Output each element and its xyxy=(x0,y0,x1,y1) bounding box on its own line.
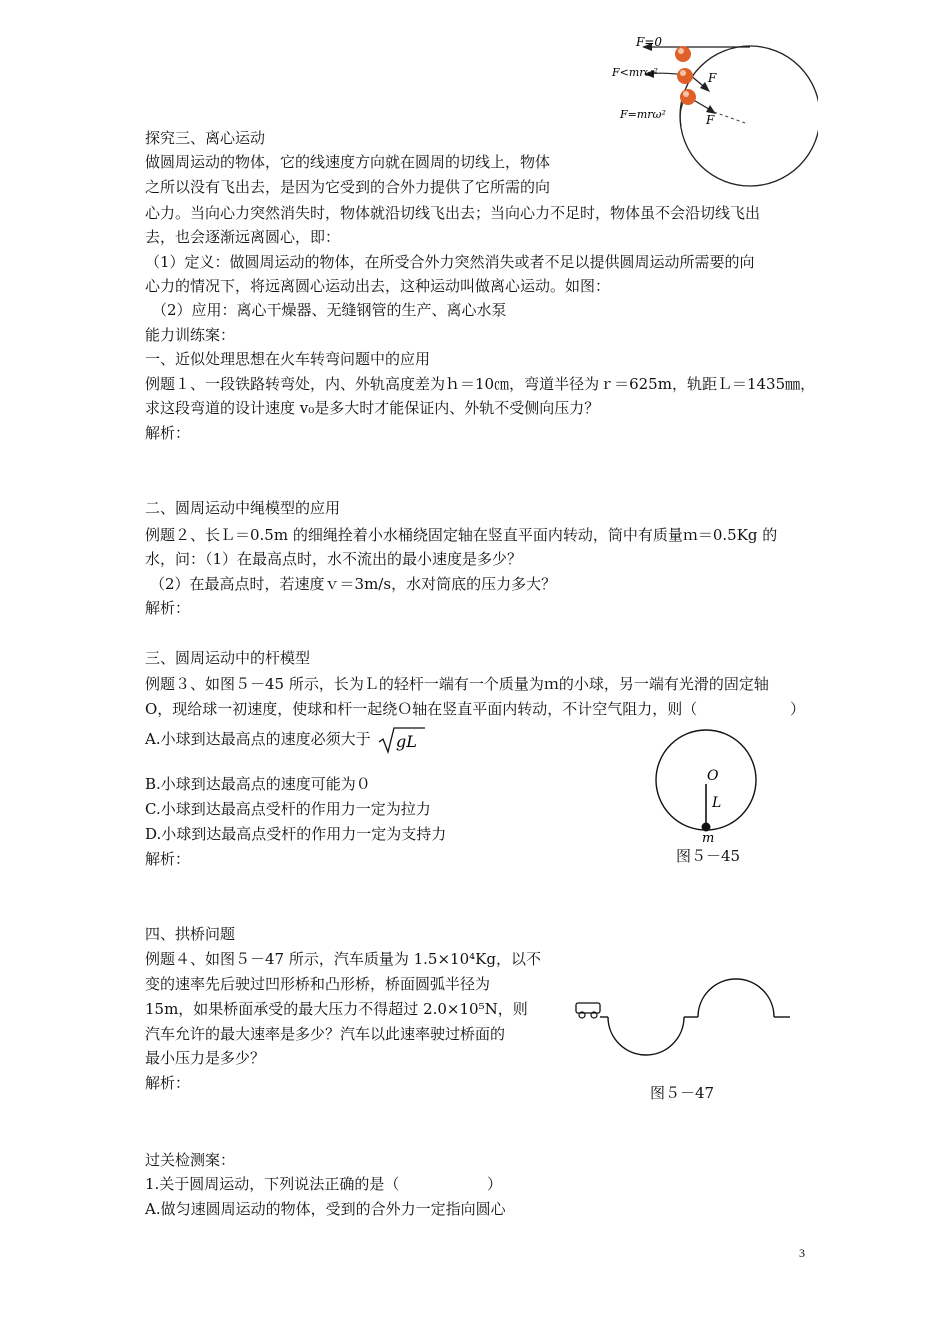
page-number: 3 xyxy=(799,1246,805,1260)
example-4-line: 汽车允许的最大速率是多少？汽车以此速率驶过桥面的 xyxy=(145,1025,506,1043)
training-heading: 能力训练案： xyxy=(145,326,236,344)
sqrt-content: gL xyxy=(396,732,418,751)
paragraph-line: 心力。当向心力突然消失时，物体就沿切线飞出去；当向心力不足时，物体虽不会沿切线飞出 xyxy=(145,204,761,222)
section-heading-centrifugal: 探究三、离心运动 xyxy=(145,129,266,147)
question-1-close-paren: ） xyxy=(487,1175,503,1193)
label-f-1: F xyxy=(708,71,717,85)
figure-caption-547: 图５－47 xyxy=(650,1084,715,1102)
example-2-line: 水，问：（1）在最高点时，水不流出的最小速度是多少？ xyxy=(145,550,523,568)
figure-caption-545: 图５－45 xyxy=(676,847,741,865)
rod-circle-figure xyxy=(648,728,764,844)
answer-label: 解析： xyxy=(145,599,191,617)
option-c: C.小球到达最高点受杆的作用力一定为拉力 xyxy=(145,800,431,818)
example-2-line: （2）在最高点时，若速度ｖ＝3m/s，水对筒底的压力多大？ xyxy=(150,575,557,593)
paragraph-line: 之所以没有飞出去，是因为它受到的合外力提供了它所需的向 xyxy=(145,178,551,196)
subsection-title: 一、近似处理思想在火车转弯问题中的应用 xyxy=(145,350,431,368)
label-f-2: F xyxy=(706,113,715,127)
example-3-line: O，现给球一初速度，使球和杆一起绕Ｏ轴在竖直平面内转动，不计空气阻力，则（ xyxy=(145,700,698,718)
example-1-line: 例题１、一段铁路转弯处，内、外轨高度差为ｈ＝10㎝，弯道半径为ｒ＝625m，轨距Ｌ＝1435㎜， xyxy=(145,375,816,393)
answer-label: 解析： xyxy=(145,1074,191,1092)
example-4-line: 变的速率先后驶过凹形桥和凸形桥，桥面圆弧半径为 xyxy=(145,975,491,993)
label-f-less: F<mrω² xyxy=(612,66,658,79)
definition-line: （1）定义：做圆周运动的物体，在所受合外力突然消失或者不足以提供圆周运动所需要的向 xyxy=(145,253,755,271)
example-3-close-paren: ） xyxy=(790,700,806,718)
answer-label: 解析： xyxy=(145,850,191,868)
question-1-option-a: A.做匀速圆周运动的物体，受到的合外力一定指向圆心 xyxy=(145,1200,506,1218)
option-d: D.小球到达最高点受杆的作用力一定为支持力 xyxy=(145,825,447,843)
example-3-line: 例题３、如图５－45 所示，长为Ｌ的轻杆一端有一个质量为ｍ的小球，另一端有光滑的固定轴 xyxy=(145,675,769,693)
paragraph-line: 做圆周运动的物体，它的线速度方向就在圆周的切线上，物体 xyxy=(145,153,551,171)
example-4-line: 例题４、如图５－47 所示，汽车质量为 1.5×10⁴Kg，以不 xyxy=(145,950,541,968)
question-1: 1.关于圆周运动，下列说法正确的是（ xyxy=(145,1175,400,1193)
label-f-equal: F=mrω² xyxy=(620,108,666,121)
example-2-line: 例题２、长Ｌ＝0.5m 的细绳拴着小水桶绕固定轴在竖直平面内转动，筒中有质量ｍ＝0.5Kg 的 xyxy=(145,526,778,544)
definition-line: 心力的情况下，将远离圆心运动出去，这种运动叫做离心运动。如图： xyxy=(145,277,611,295)
example-4-line: 最小压力是多少？ xyxy=(145,1049,266,1067)
example-1-line: 求这段弯道的设计速度 v₀是多大时才能保证内、外轨不受侧向压力？ xyxy=(145,399,600,417)
label-l: L xyxy=(712,795,722,811)
label-m: m xyxy=(702,831,715,844)
subsection-title: 四、拱桥问题 xyxy=(145,925,236,943)
option-b: B.小球到达最高点的速度可能为０ xyxy=(145,775,371,793)
paragraph-line: 去，也会逐渐远离圆心，即： xyxy=(145,228,341,246)
subsection-title: 二、圆周运动中绳模型的应用 xyxy=(145,499,341,517)
subsection-title: 三、圆周运动中的杆模型 xyxy=(145,649,311,667)
checkpoint-heading: 过关检测案： xyxy=(145,1151,236,1169)
sqrt-symbol xyxy=(377,725,427,755)
label-f-zero: F=0 xyxy=(636,35,663,49)
option-a xyxy=(145,725,427,755)
option-a-text: A.小球到达最高点的速度必须大于 xyxy=(145,730,371,748)
answer-label: 解析： xyxy=(145,424,191,442)
bridge-figure xyxy=(574,975,796,1059)
example-4-line: 15m，如果桥面承受的最大压力不得超过 2.0×10⁵N，则 xyxy=(145,1000,528,1018)
centrifugal-motion-figure xyxy=(608,30,818,192)
application-line: （2）应用：离心干燥器、无缝钢管的生产、离心水泵 xyxy=(152,301,507,319)
label-o: O xyxy=(707,768,719,784)
